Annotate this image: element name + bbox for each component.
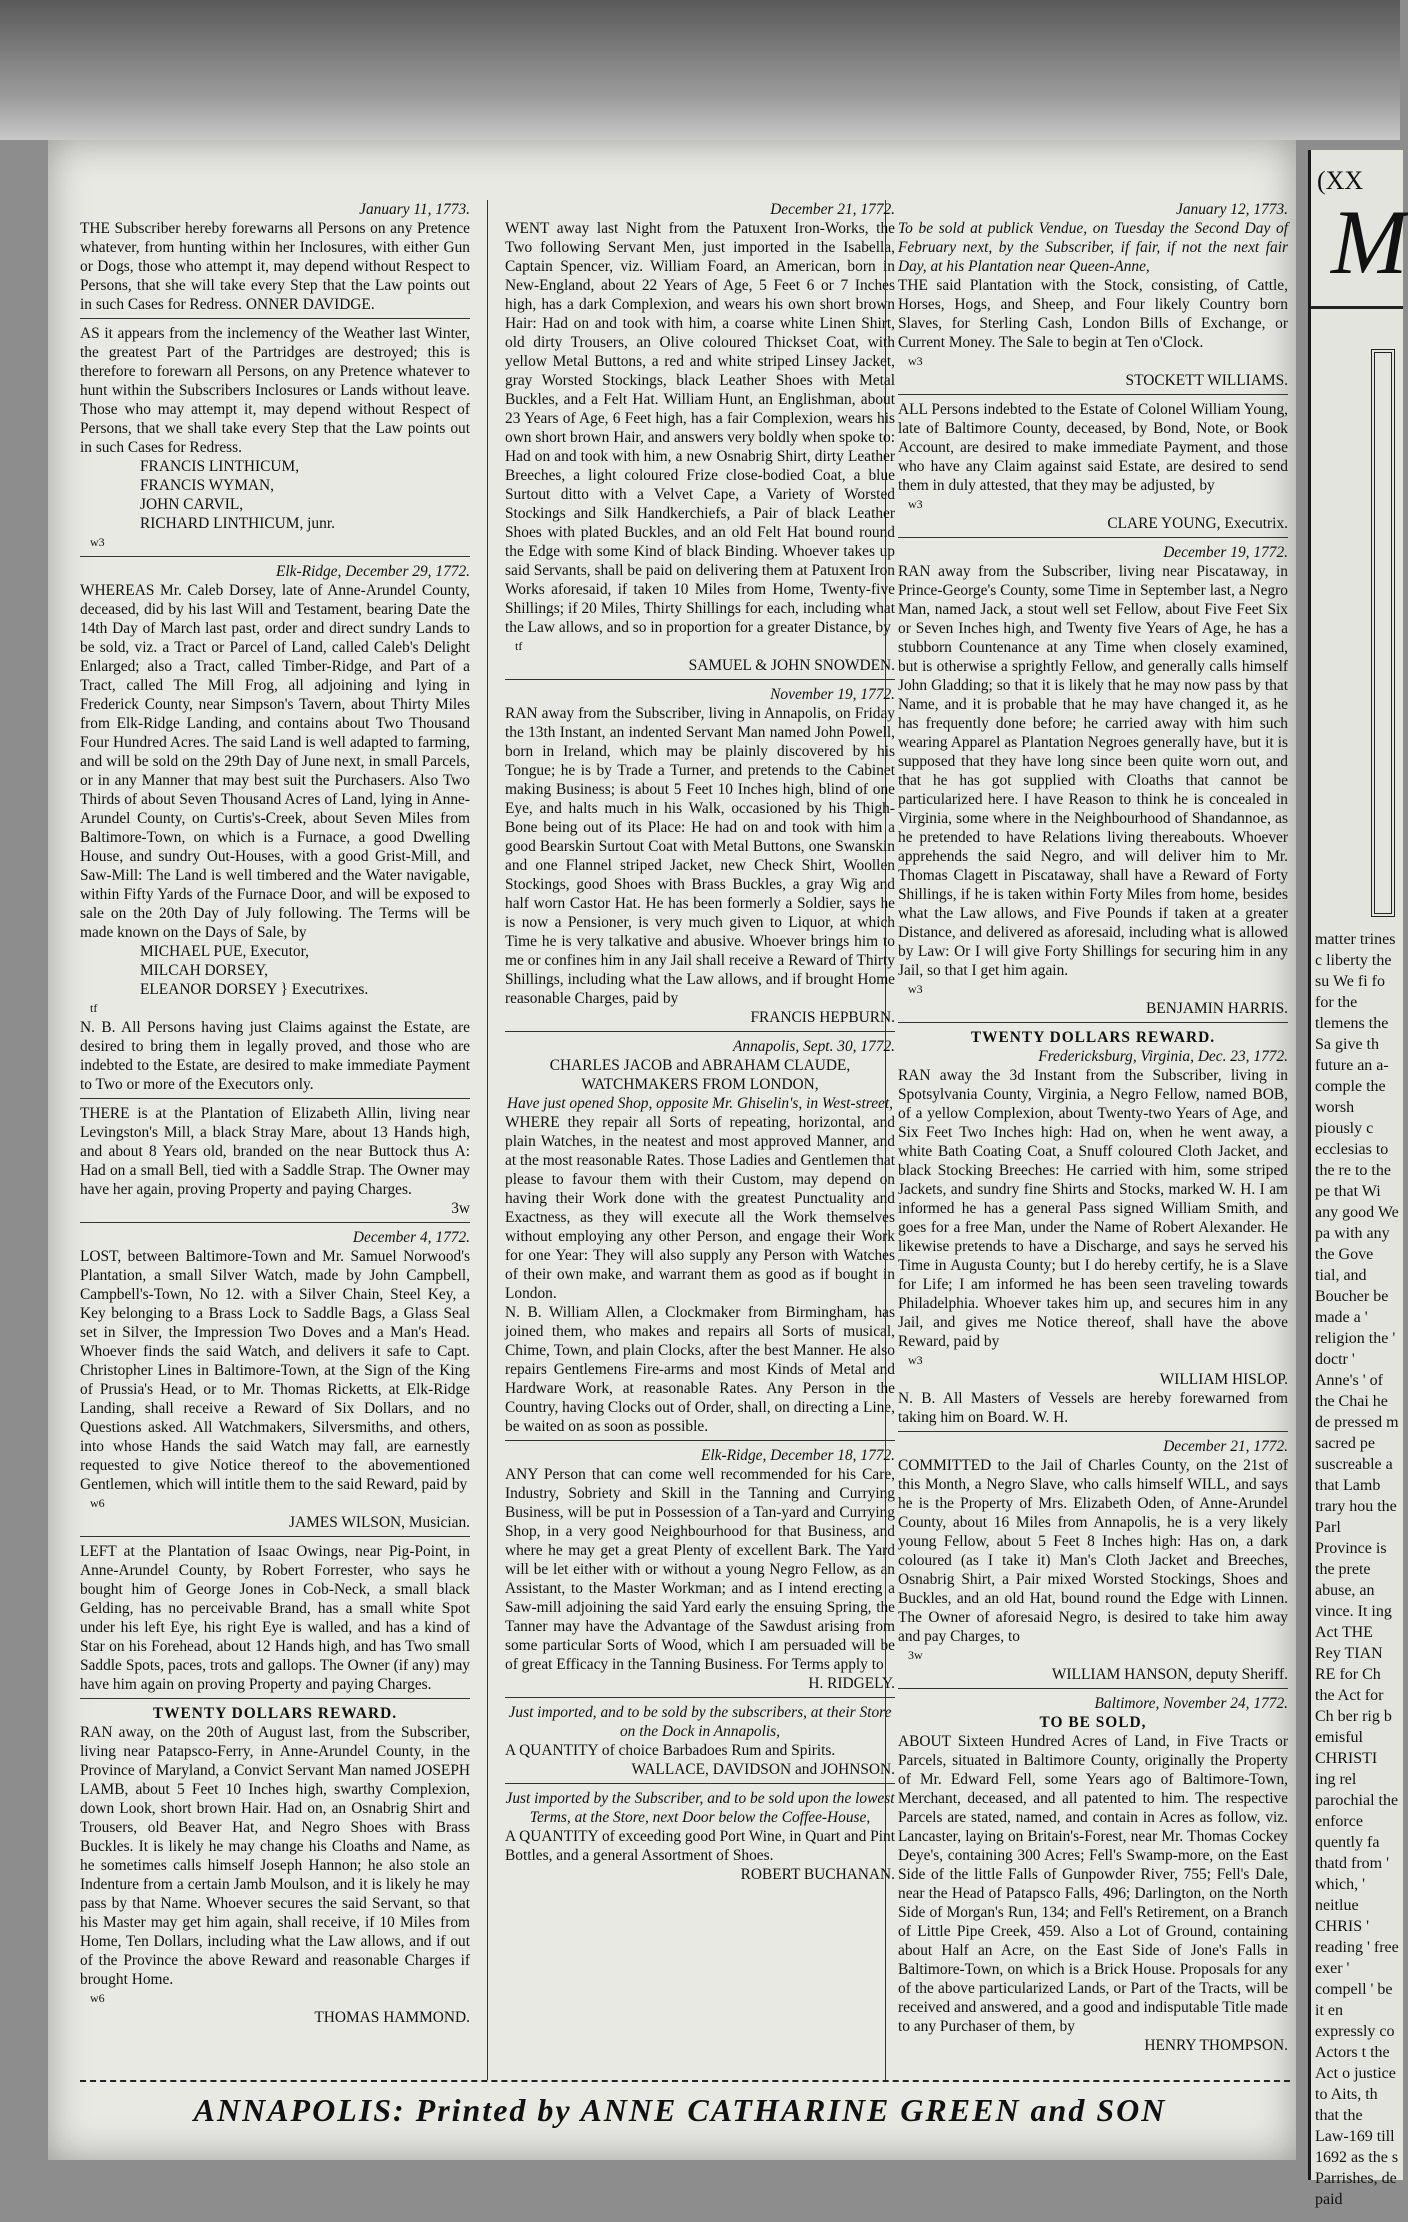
advert-body: A QUANTITY of exceeding good Port Wine, in Quart and Pint Bottles, and a general Assortment of Shoes.: [505, 1828, 895, 1864]
signer: WALLACE, DAVIDSON and JOHNSON.: [631, 1761, 895, 1778]
column-1: [80, 200, 470, 2036]
insertion-code: w3: [908, 1353, 923, 1367]
signer: JOHN CARVIL,: [140, 496, 244, 513]
signer: FRANCIS WYMAN,: [140, 477, 274, 494]
signer: H. RIDGELY.: [808, 1675, 895, 1692]
facing-page-ornament-frame: [1371, 349, 1395, 917]
footer-rule: [80, 2080, 1290, 2082]
advert-runaway-lamb: [80, 1704, 470, 2031]
signer: FRANCIS LINTHICUM,: [140, 458, 300, 475]
advert-body: A QUANTITY of choice Barbadoes Rum and Spirits.: [505, 1742, 836, 1759]
advert-date: Elk-Ridge, December 18, 1772.: [700, 1447, 895, 1464]
advert-tannery: [505, 1446, 895, 1698]
advert-note: N. B. All Masters of Vessels are hereby forewarned from taking him on Board. W. H.: [898, 1390, 1288, 1426]
advert-header: TWENTY DOLLARS REWARD.: [970, 1029, 1216, 1046]
advert-intro: Just imported by the Subscriber, and to be sold upon the lowest Terms, at the Store, next Door below the Coffee-House,: [505, 1790, 895, 1826]
insertion-code: w6: [90, 1496, 105, 1510]
advert-vendue: [898, 200, 1288, 395]
advert-intro: To be sold at publick Vendue, on Tuesday the Second Day of February next, by the Subscriber, if fair, if not the next fair Day, at his Plantation near Queen-Anne,: [898, 220, 1288, 275]
advert-body: THE Subscriber hereby forewarns all Persons on any Pretence whatever, from hunting within her Inclosures, with either Gun or Dogs, those who attempt it, may depend without Respect to Persons, that she will take every Step that the Law points out in such Cases for Redress. ONNER DAVIDGE.: [80, 220, 470, 313]
advert-body: THE said Plantation with the Stock, consisting, of Cattle, Horses, Hogs, and Sheep, and Four likely Country born Slaves, for Sterling Cash, London Bills of Exchange, or Current Money. The Sale to begin at Ten o'Clock.: [898, 277, 1288, 351]
advert-snowden-servants: [505, 200, 895, 680]
advert-body: WHERE they repair all Sorts of repeating, horizontal, and plain Watches, in the neatest and most approved Manner, and at the most reasonable Rates. Those Ladies and Gentlemen that please to favour them with their Custom, may depend on having their Work done with the greatest Punctuality and Exactness, as they will execute all the Work themselves without employing any other Person, and engage their Work for one Year: They will also supply any Person with Watches of their own make, and warrant them as good as if bought in London.: [505, 1114, 895, 1302]
signer: WILLIAM HISLOP.: [1159, 1371, 1288, 1388]
advert-young-estate: [898, 400, 1288, 538]
advert-runaway-jack: [898, 543, 1288, 1023]
imprint-footer: ANNAPOLIS: Printed by ANNE CATHARINE GREEN and SON: [193, 2092, 1167, 2128]
advert-body: RAN away from the Subscriber, living near Piscataway, in Prince-George's County, some Time in September last, a Negro Man, named Jack, a stout well set Fellow, about Five Feet Six or Seven Inches high, and Twenty five Years of Age, he has a stubborn Countenance at any Time when closely examined, but is otherwise a sprightly Fellow, and generally calls himself John Gladding; so that it is likely that he may now pass by that Name, and it is probable that he may have changed it, as he has frequently done before; he carried away with him such wearing Apparel as Plantation Negroes generally have, but it is supposed that they have long since been quite worn out, and that he has got supplied with Cloaths that cannot be particularized here. I have Reason to think he is concealed in Virginia, some where in the Neighbourhood of Shandannoe, as he pretended to have Relations living thereabouts. Whoever apprehends the said Negro, and will deliver him to Mr. Thomas Clagett in Piscataway, shall have a Reward of Forty Shillings, if he is taken within Forty Miles from home, besides what the Law allows, and Five Pounds if taken at a greater Distance, and delivered as aforesaid, including what is allowed by Law: Or I will give Forty Shillings for securing him in any Jail, so that I get him again.: [898, 563, 1288, 979]
signer: FRANCIS HEPBURN.: [750, 1009, 895, 1026]
advert-date: November 19, 1772.: [770, 686, 895, 703]
insertion-code: w3: [908, 982, 923, 996]
advert-davidge: [80, 200, 470, 319]
advert-intro: Just imported, and to be sold by the subscribers, at their Store on the Dock in Annapolis,: [508, 1704, 892, 1740]
facing-page-initial: M: [1331, 191, 1408, 293]
advert-powell: [505, 685, 895, 1032]
advert-rum: [505, 1703, 895, 1784]
signer: ELEANOR DORSEY } Executrixes.: [140, 981, 369, 998]
advert-body: ANY Person that can come well recommended for his Care, Industry, Sobriety and Skill in the Tanning and Currying Business, will be put in Possession of a Tan-yard and Currying Shop, in a very good Neighbourhood for that Business, and where he may get a great Plenty of excellent Bark. The Yard will be let either with or without a young Negro Fellow, as an Assistant, to the Master Workman; and as I intend erecting a Saw-mill adjoining the said Yard early the ensuing Spring, the Tanner may have the Advantage of the Sawdust arising from some particular Sorts of Wood, which I am persuaded will be of great Efficacy in the Tanning Business. For Terms apply to: [505, 1466, 895, 1673]
facing-page-header: (XX: [1317, 166, 1364, 195]
advert-body: RAN away from the Subscriber, living in Annapolis, on Friday the 13th Instant, an indented Servant Man named John Powell, born in Ireland, which may be plainly discovered by his Tongue; he is by Trade a Turner, and pretends to the Cabinet making Business; is about 5 Feet 10 Inches high, blind of one Eye, and halts much in his Walk, occasioned by his Thigh-Bone being out of its Place: He had on and took with him a good Bearskin Surtout Coat with Metal Buttons, one Swanskin and one Flannel striped Jacket, new Check Shirt, Woollen Stockings, good Shoes with Brass Buckles, a gray Wig and half worn Castor Hat. He has been formerly a Soldier, says he is now a Pensioner, is very much given to Liquor, at which Time he is very talkative and abusive. Whoever brings him to me or confines him in any Jail shall receive a Reward of Thirty Shillings, including what the Law allows, and if brought Home reasonable Charges, paid by: [505, 705, 895, 1007]
advert-lands-for-sale: [898, 1694, 1288, 2059]
insertion-code: w3: [908, 354, 923, 368]
advert-date: Elk-Ridge, December 29, 1772.: [275, 563, 470, 580]
advert-date: Fredericksburg, Virginia, Dec. 23, 1772.: [1038, 1048, 1288, 1065]
signer: THOMAS HAMMOND.: [314, 2009, 470, 2026]
column-2: [505, 200, 895, 1893]
advert-gelding: [80, 1542, 470, 1699]
advert-date: December 4, 1772.: [352, 1229, 470, 1246]
column-3: [898, 200, 1288, 2064]
advert-date: January 12, 1773.: [1176, 201, 1288, 218]
advert-dorsey-lands: [80, 562, 470, 1099]
advert-header: TO BE SOLD,: [1039, 1714, 1147, 1731]
advert-body: WHEREAS Mr. Caleb Dorsey, late of Anne-Arundel County, deceased, did by his last Will and Testament, bearing Date the 14th Day of March last past, order and direct sundry Lands to be sold, viz. a Tract or Parcel of Land, called Caleb's Delight Enlarged; also a Tract, called Timber-Ridge, and Part of a Tract, called The Mill Frog, all adjoining and lying in Frederick County, near Simpson's Tavern, about Thirty Miles from Elk-Ridge Landing, and contains about Two Thousand Four Hundred Acres. The said Land is well adapted to farming, and will be sold on the 29th Day of June next, in small Parcels, or in any Manner that may best suit the Purchasers. Also Two Thirds of about Seven Thousand Acres of Land, lying in Anne-Arundel County, on Curtis's-Creek, about Seven Miles from Baltimore-Town, on which is a Furnace, a good Dwelling House, and sundry Out-Houses, with a good Grist-Mill, and Saw-Mill: The Land is well timbered and the Water navigable, within Fifty Yards of the Furnace Door, and will be exposed to sale on the 20th Day of July following. The Terms will be made known on the Days of Sale, by: [80, 582, 470, 941]
signer: MICHAEL PUE, Executor,: [140, 943, 309, 960]
facing-page-text: matter trines c liberty the su We fi fo for the tlemens the Sa give th future an a-comple the worsh piously c ecclesias to the re to the pe that Wi any good We pa with any the Gove tial, and Boucher be made a ' religion the ' doctr ' Anne's ' of the Chai he de pressed m sacred pe suscreable a that Lamb trary hou the Parl Province is the prete abuse, an vince. It ing Act THE Rey TIAN RE for Ch the Act for Ch ber rig b emisful CHRISTI ing rel parochial the enforce quently fa thatd from ' which, ' neitlue CHRIS ' reading ' free exer ' compell ' be it en expressly co Actors t the Act o justice to Aits, th that the Law-169 till 1692 as the s Parrishes, de paid: [1315, 931, 1399, 2208]
advert-note: N. B. All Persons having just Claims against the Estate, are desired to bring them in legally proved, and those who are indebted to the Estate, are desired to make immediate Payment to Two or more of the Executors only.: [80, 1019, 470, 1093]
advert-body: RAN away the 3d Instant from the Subscriber, living in Spotsylvania County, Virginia, a Negro Fellow, named BOB, of a yellow Complexion, about Twenty-two Years of Age, and Six Feet Two Inches high: Had on, when he went away, a white Bath Coating Coat, a Snuff coloured Cloth Jacket, and black Stocking Breeches: He carried with him, some striped Jackets, and sundry fine Shirts and Stocks, marked W. H. I am informed he has a general Pass signed William Smith, and goes for a free Man, under the Name of Robert Alexander. He likewise pretends to have a Discharge, and says he served his Time in Augusta County; but I do hereby certify, he is a Slave for Life; I am informed he has been seen traveling towards Philadelphia. Whoever takes him up, and secures him in any Jail, and gives me Notice thereof, shall have the above Reward, paid by: [898, 1067, 1288, 1350]
insertion-code: w6: [90, 1991, 105, 2005]
signer: WILLIAM HANSON, deputy Sheriff.: [1051, 1666, 1288, 1683]
advert-subtitle: WATCHMAKERS FROM LONDON,: [581, 1076, 819, 1093]
advert-date: January 11, 1773.: [359, 201, 470, 218]
advert-date: Baltimore, November 24, 1772.: [1094, 1695, 1288, 1712]
advert-body: COMMITTED to the Jail of Charles County, on the 21st of this Month, a Negro Slave, who calls himself WILL, and says he is the Property of Mrs. Elizabeth Oden, of Anne-Arundel County, about 16 Miles from Annapolis, he is a very likely young Fellow, about 5 Feet 8 Inches high: Has on, a dark coloured (as I take it) Man's Cloth Jacket and Breeches, Osnabrig Shirt, a Pair mixed Worsted Stockings, Shoes and Buckles, and an old Hat, bound round the Edge with Linnen. The Owner of aforesaid Negro, is desired to take him away and pay Charges, to: [898, 1457, 1288, 1645]
advert-body: RAN away, on the 20th of August last, from the Subscriber, living near Patapsco-Ferry, in Anne-Arundel County, in the Province of Maryland, a Convict Servant Man named JOSEPH LAMB, about 5 Feet 10 Inches high, swarthy Complexion, down Look, short brown Hair. Had on, an Osnabrig Shirt and Trousers, old Beaver Hat, and Negro Shoes with Brass Buckles. It is likely he may change his Cloaths and Name, as he sometimes calls himself Joseph Hannon; he also stole an Indenture from a certain Jamb Moulson, and it is likely he may pass by that Name. Whoever secures the said Servant, so that his Master may get him again, shall receive, if 10 Miles from Home, Ten Dollars, including what the Law allows, and if out of the Province the above Reward and reasonable Charges if brought Home.: [80, 1724, 470, 1988]
advert-watchmakers: [505, 1037, 895, 1441]
signer: BENJAMIN HARRIS.: [1146, 1000, 1288, 1017]
insertion-code: w3: [90, 535, 105, 549]
insertion-code: w3: [908, 497, 923, 511]
insertion-code: tf: [90, 1001, 98, 1015]
advert-body: LEFT at the Plantation of Isaac Owings, near Pig-Point, in Anne-Arundel County, by Robert Forrester, who says he bought him of George Jones in Cob-Neck, a small black Gelding, has no perceivable Brand, has a small white Spot under his left Eye, his right Eye is walled, and has a kind of Star on his Forehead, about 12 Hands high, and has Two small Saddle Spots, paces, trots and gallops. The Owner (if any) may have him again on proving Property and paying Charges.: [80, 1543, 470, 1693]
signer: HENRY THOMPSON.: [1144, 2037, 1288, 2054]
advert-body: LOST, between Baltimore-Town and Mr. Samuel Norwood's Plantation, a small Silver Watch, made by John Campbell, Campbell's-Town, No 12. with a Silver Chain, Steel Key, a Key belonging to a Brass Lock to Saddle Bags, a Glass Seal set in Silver, the Impression Two Doves and a Man's Head. Whoever finds the said Watch, and delivers it safe to Capt. Christopher Lines in Baltimore-Town, at the Sign of the King of Prussia's Head, or to Mr. Thomas Ricketts, at Elk-Ridge Landing, shall receive a Reward of Six Dollars, and no Questions asked. All Watchmakers, Silversmiths, and others, into whose Hands the said Watch may fall, are earnestly requested to give Notice thereof to the abovementioned Gentlemen, which will intitle them to the said Reward, paid by: [80, 1248, 470, 1493]
advert-body: ABOUT Sixteen Hundred Acres of Land, in Five Tracts or Parcels, situated in Baltimore County, originally the Property of Mr. Edward Fell, some Years ago of Baltimore-Town, Merchant, deceased, and all patented to him. The respective Parcels are stated, named, and contain in Acres as follow, viz. Lancaster, laying on Britain's-Forest, near Mr. Thomas Cockey Deye's, containing 300 Acres; Fell's Swamp-more, on the East Side of the little Falls of Gunpowder River, 755; Fell's Dale, near the Head of Patapsco Falls, 496; Darlington, on the North Side of Morgan's Run, 134; and Fell's Retirement, on a Branch of Little Pipe Creek, 459. Also a Lot of Ground, containing about Half an Acre, on the East Side of Jone's Falls in Baltimore-Town, on which is a Brick House. Proposals for any of the above particularized Lands, or Part of the Tracts, will be received and answered, and a good and indisputable Title made to any Purchaser of them, by: [898, 1733, 1288, 2035]
advert-port-wine: [505, 1789, 895, 1888]
advert-body: THERE is at the Plantation of Elizabeth Allin, living near Levingston's Mill, a black Stray Mare, about 13 Hands high, and about 8 Years old, branded on the near Buttock thus A: Had on a small Bell, tied with a Saddle Strap. The Owner may have her again, proving Property and paying Charges.: [80, 1105, 470, 1198]
advert-body: WENT away last Night from the Patuxent Iron-Works, the Two following Servant Men, just imported in the Isabella, Captain Spencer, viz. William Foard, an American, born in New-England, about 22 Years of Age, 5 Feet 6 or 7 Inches high, has a dark Complexion, and wears his own short brown Hair: Had on and took with him, a coarse white Linen Shirt, old dirty Trousers, an Olive coloured Thickset Coat, with yellow Metal Buttons, a red and white striped Linsey Jacket, gray Worsted Stockings, black Leather Shoes with Metal Buckles, and a Felt Hat. William Hunt, an Englishman, about 23 Years of Age, 6 Feet high, has a fair Complexion, wears his own short brown Hair, and answers very boldly when spoke to: Had on and took with him, a new Osnabrig Shirt, dirty Leather Breeches, a light coloured Frize close-bodied Coat, a blue Surtout ditto with a Velvet Cape, a Variety of Worsted Stockings and Silk Handkerchiefs, a Pair of black Leather Shoes with plated Buckles, and an old Felt Hat bound round the Edge with some Kind of black Binding. Whoever takes up said Servants, shall be paid on delivering them at Patuxent Iron Works aforesaid, if taken 10 Miles from Home, Twenty-five Shillings; if 20 Miles, Thirty Shillings for each, including what the Law allows, and so in proportion for a greater Distance, by: [505, 220, 895, 636]
insertion-code: 3w: [908, 1648, 923, 1662]
signer: STOCKETT WILLIAMS.: [1125, 372, 1288, 389]
signer: RICHARD LINTHICUM, junr.: [140, 515, 335, 532]
advert-note: N. B. William Allen, a Clockmaker from Birmingham, has joined them, who makes and repairs all Sorts of musical, Chime, Town, and plain Clocks, after the best Manner. He also repairs Gentlemens Fire-arms and most Kinds of Metal and Hardware Work, at reasonable Rates. Any Person in the Country, having Clocks out of Order, shall, on directing a Line, be waited on as soon as possible.: [505, 1304, 895, 1435]
advert-committed-will: [898, 1437, 1288, 1689]
advert-stray-mare: [80, 1104, 470, 1223]
advert-runaway-bob: [898, 1028, 1288, 1432]
advert-lost-watch: [80, 1228, 470, 1537]
signer: CLARE YOUNG, Executrix.: [1107, 515, 1288, 532]
advert-date: December 21, 1772.: [770, 201, 895, 218]
advert-date: December 21, 1772.: [1163, 1438, 1288, 1455]
column-divider: [487, 200, 488, 2080]
advert-title: CHARLES JACOB and ABRAHAM CLAUDE,: [549, 1057, 851, 1074]
signer: MILCAH DORSEY,: [140, 962, 268, 979]
facing-page-rule: [1311, 306, 1403, 309]
advert-body: ALL Persons indebted to the Estate of Colonel William Young, late of Baltimore County, deceased, by Bond, Note, or Book Account, are desired to make immediate Payment, and those who have any Claim against said Estate, are desired to send them in duly attested, that they may be adjusted, by: [898, 401, 1288, 494]
advert-partridges: [80, 324, 470, 557]
signer: SAMUEL & JOHN SNOWDEN.: [688, 657, 895, 674]
book-gutter-shadow: [0, 0, 1400, 140]
advert-body: AS it appears from the inclemency of the Weather last Winter, the greatest Part of the Partridges are destroyed; this is therefore to forewarn all Persons, on any Pretence whatever to hunt within the Subscribers Inclosures or Lands without leave. Those who may attempt it, may depend without Respect of Persons, that we shall take every Step that the Law points out in such Cases for Redress.: [80, 325, 470, 456]
advert-header: TWENTY DOLLARS REWARD.: [152, 1705, 398, 1722]
signer: ROBERT BUCHANAN.: [740, 1866, 895, 1883]
insertion-code: tf: [515, 639, 523, 653]
insertion-code: 3w: [451, 1200, 470, 1217]
signer: JAMES WILSON, Musician.: [289, 1514, 470, 1531]
facing-page-fragment: [1308, 150, 1408, 2208]
advert-intro: Have just opened Shop, opposite Mr. Ghiselin's, in West-street,: [506, 1095, 894, 1112]
advert-date: Annapolis, Sept. 30, 1772.: [732, 1038, 895, 1055]
advert-date: December 19, 1772.: [1163, 544, 1288, 561]
